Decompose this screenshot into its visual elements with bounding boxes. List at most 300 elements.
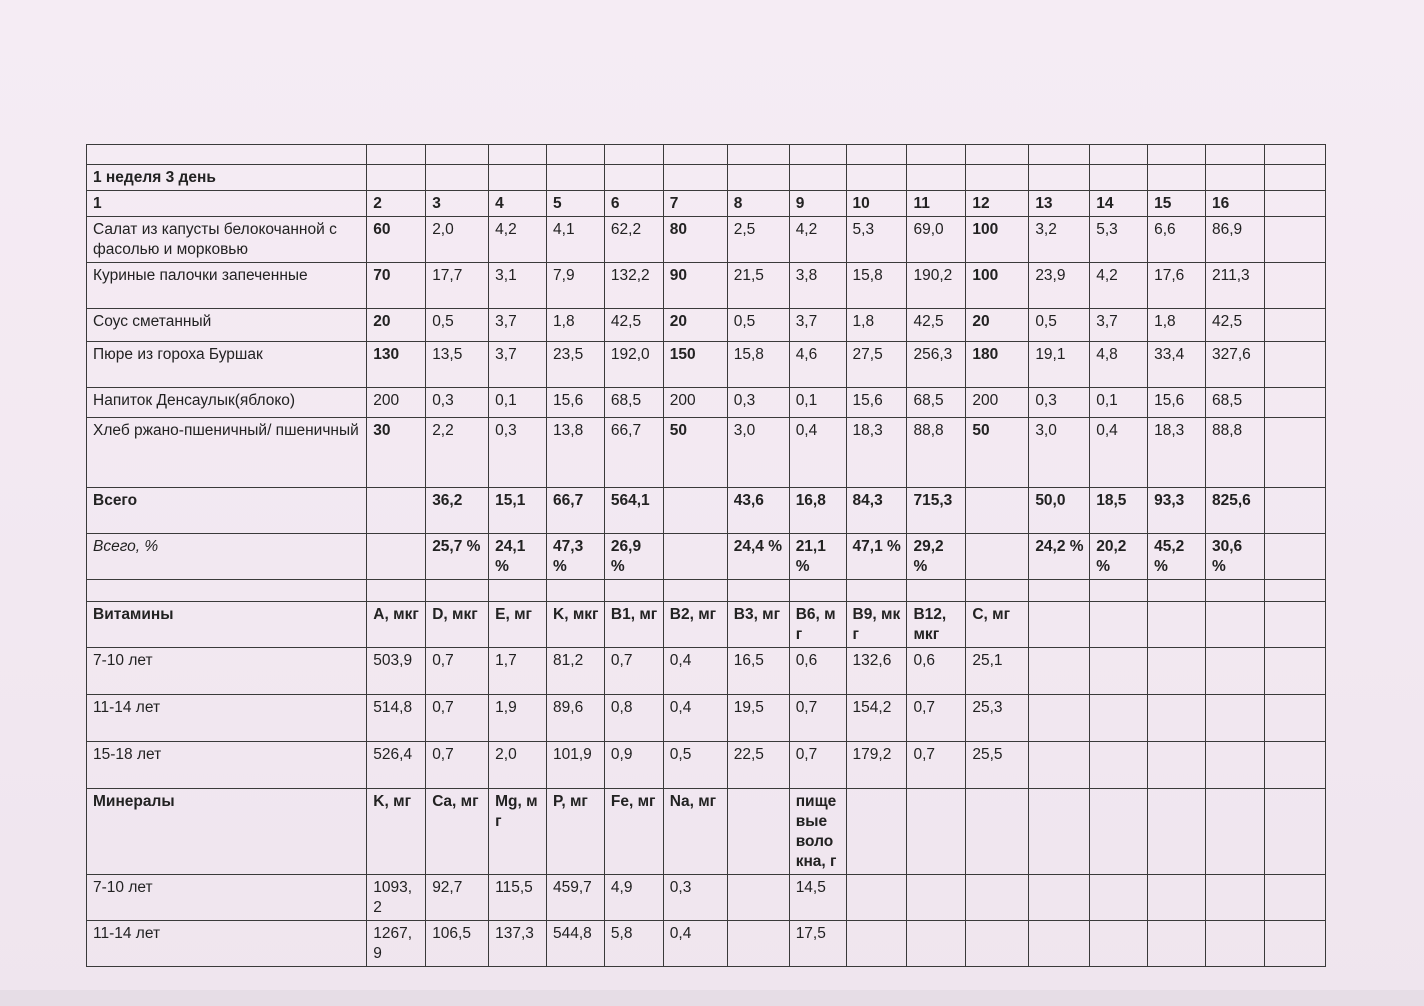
- table-cell: [547, 580, 605, 602]
- blank-row: [87, 580, 1326, 602]
- total-value: [966, 488, 1029, 534]
- vitamin-value: 0,7: [426, 695, 489, 742]
- table-cell: [1205, 580, 1264, 602]
- dish-value: 200: [966, 388, 1029, 418]
- mineral-value: [1090, 921, 1148, 967]
- table-cell: [966, 580, 1029, 602]
- dish-value: 0,1: [489, 388, 547, 418]
- table-cell: [1264, 342, 1325, 388]
- column-number: 8: [727, 191, 789, 217]
- dish-value: 132,2: [604, 263, 663, 309]
- mineral-header: [1205, 789, 1264, 875]
- column-number: 9: [789, 191, 846, 217]
- minerals-header-row: [87, 789, 1326, 875]
- vitamin-row: [87, 648, 1326, 695]
- vitamin-value: [1029, 695, 1090, 742]
- table-cell: [87, 145, 367, 165]
- column-number: 16: [1205, 191, 1264, 217]
- vitamin-value: 0,4: [663, 648, 727, 695]
- column-number: 7: [663, 191, 727, 217]
- age-group: 15-18 лет: [87, 742, 367, 789]
- table-cell: [1264, 875, 1325, 921]
- mineral-value: [846, 875, 907, 921]
- mineral-value: 544,8: [547, 921, 605, 967]
- table-cell: [907, 165, 966, 191]
- table-cell: [367, 145, 426, 165]
- total-value: 715,3: [907, 488, 966, 534]
- dish-name: Напиток Денсаулык(яблоко): [87, 388, 367, 418]
- mineral-header: [1090, 789, 1148, 875]
- dish-value: 3,8: [789, 263, 846, 309]
- vitamin-header: [1205, 602, 1264, 648]
- dish-value: 20: [367, 309, 426, 342]
- mineral-value: 115,5: [489, 875, 547, 921]
- vitamin-value: 0,4: [663, 695, 727, 742]
- mineral-header: [1148, 789, 1206, 875]
- mineral-value: 106,5: [426, 921, 489, 967]
- dish-value: 3,7: [489, 342, 547, 388]
- table-cell: [846, 145, 907, 165]
- table-cell: [1029, 580, 1090, 602]
- table-cell: [367, 580, 426, 602]
- dish-value: 20: [663, 309, 727, 342]
- dish-value: 15,6: [846, 388, 907, 418]
- dish-value: 5,3: [846, 217, 907, 263]
- dish-value: 1,8: [846, 309, 907, 342]
- table-cell: [1148, 145, 1206, 165]
- total-value: 564,1: [604, 488, 663, 534]
- page-edge: [0, 990, 1424, 1006]
- mineral-value: [846, 921, 907, 967]
- mineral-header: пищевые волокна, г: [789, 789, 846, 875]
- mineral-row: [87, 921, 1326, 967]
- dish-value: 4,1: [547, 217, 605, 263]
- dish-value: 0,3: [1029, 388, 1090, 418]
- vitamin-value: 0,7: [907, 742, 966, 789]
- vitamin-value: 0,7: [789, 742, 846, 789]
- vitamin-value: 25,3: [966, 695, 1029, 742]
- dish-value: 211,3: [1205, 263, 1264, 309]
- column-number: 5: [547, 191, 605, 217]
- dish-row: [87, 342, 1326, 388]
- total-value: 16,8: [789, 488, 846, 534]
- dish-value: 0,1: [789, 388, 846, 418]
- nutrition-table: [86, 144, 1326, 967]
- vitamin-row: [87, 695, 1326, 742]
- table-cell: [1264, 191, 1325, 217]
- table-cell: [727, 145, 789, 165]
- vitamin-value: 503,9: [367, 648, 426, 695]
- vitamin-value: [1029, 742, 1090, 789]
- minerals-label: Минералы: [87, 789, 367, 875]
- vitamin-value: [1205, 648, 1264, 695]
- dish-value: 4,2: [1090, 263, 1148, 309]
- mineral-value: 1267,9: [367, 921, 426, 967]
- table-cell: [663, 145, 727, 165]
- vitamin-value: [1090, 695, 1148, 742]
- table-cell: [1264, 695, 1325, 742]
- vitamin-value: 0,6: [789, 648, 846, 695]
- dish-value: 130: [367, 342, 426, 388]
- total-percent-value: 47,3 %: [547, 534, 605, 580]
- mineral-row: [87, 875, 1326, 921]
- column-number: 13: [1029, 191, 1090, 217]
- total-percent-row: [87, 534, 1326, 580]
- vitamin-value: 0,7: [426, 742, 489, 789]
- column-number: 6: [604, 191, 663, 217]
- table-cell: [907, 580, 966, 602]
- vitamin-header: B6, мг: [789, 602, 846, 648]
- title-row: [87, 165, 1326, 191]
- dish-value: 88,8: [1205, 418, 1264, 488]
- table-cell: [846, 580, 907, 602]
- vitamin-header: [1090, 602, 1148, 648]
- table-cell: [1264, 742, 1325, 789]
- total-percent-value: 20,2 %: [1090, 534, 1148, 580]
- vitamin-value: 0,7: [907, 695, 966, 742]
- mineral-value: [1148, 921, 1206, 967]
- dish-row: [87, 217, 1326, 263]
- dish-value: 3,2: [1029, 217, 1090, 263]
- dish-value: 3,0: [1029, 418, 1090, 488]
- table-cell: [1264, 388, 1325, 418]
- column-number: 4: [489, 191, 547, 217]
- table-cell: [489, 165, 547, 191]
- total-value: 50,0: [1029, 488, 1090, 534]
- mineral-value: 137,3: [489, 921, 547, 967]
- vitamin-header: A, мкг: [367, 602, 426, 648]
- dish-value: 30: [367, 418, 426, 488]
- dish-row: [87, 388, 1326, 418]
- table-cell: [1264, 263, 1325, 309]
- dish-value: 42,5: [1205, 309, 1264, 342]
- table-cell: [789, 165, 846, 191]
- column-number: 11: [907, 191, 966, 217]
- total-percent-value: [367, 534, 426, 580]
- vitamins-header-row: [87, 602, 1326, 648]
- table-cell: [663, 165, 727, 191]
- dish-value: 23,5: [547, 342, 605, 388]
- dish-value: 62,2: [604, 217, 663, 263]
- total-label: Всего: [87, 488, 367, 534]
- mineral-value: 459,7: [547, 875, 605, 921]
- vitamin-value: 0,6: [907, 648, 966, 695]
- table-cell: [1264, 309, 1325, 342]
- mineral-value: [1029, 875, 1090, 921]
- dish-value: 17,7: [426, 263, 489, 309]
- dish-value: 4,2: [489, 217, 547, 263]
- dish-value: 15,8: [727, 342, 789, 388]
- vitamin-value: [1090, 742, 1148, 789]
- vitamin-header: C, мг: [966, 602, 1029, 648]
- table-cell: [604, 580, 663, 602]
- age-group: 11-14 лет: [87, 695, 367, 742]
- dish-value: 3,1: [489, 263, 547, 309]
- total-row: [87, 488, 1326, 534]
- dish-value: 100: [966, 217, 1029, 263]
- vitamin-value: 22,5: [727, 742, 789, 789]
- table-cell: [966, 145, 1029, 165]
- vitamin-value: [1148, 695, 1206, 742]
- dish-value: 150: [663, 342, 727, 388]
- column-number: 1: [87, 191, 367, 217]
- vitamin-header: E, мг: [489, 602, 547, 648]
- age-group: 7-10 лет: [87, 648, 367, 695]
- table-cell: [727, 165, 789, 191]
- table-cell: [1029, 145, 1090, 165]
- total-value: [663, 488, 727, 534]
- dish-value: 100: [966, 263, 1029, 309]
- dish-value: 2,0: [426, 217, 489, 263]
- dish-value: 0,5: [426, 309, 489, 342]
- total-percent-value: 21,1 %: [789, 534, 846, 580]
- vitamin-row: [87, 742, 1326, 789]
- vitamin-value: 154,2: [846, 695, 907, 742]
- dish-value: 68,5: [907, 388, 966, 418]
- table-cell: [846, 165, 907, 191]
- mineral-value: 4,9: [604, 875, 663, 921]
- vitamin-header: D, мкг: [426, 602, 489, 648]
- dish-value: 66,7: [604, 418, 663, 488]
- dish-value: 18,3: [846, 418, 907, 488]
- table-cell: [1264, 418, 1325, 488]
- dish-value: 0,5: [727, 309, 789, 342]
- vitamin-value: 0,7: [789, 695, 846, 742]
- table-cell: [604, 145, 663, 165]
- vitamin-header: B12, мкг: [907, 602, 966, 648]
- table-cell: [87, 580, 367, 602]
- dish-value: 88,8: [907, 418, 966, 488]
- vitamin-header: B3, мг: [727, 602, 789, 648]
- dish-value: 3,7: [789, 309, 846, 342]
- table-cell: [1205, 165, 1264, 191]
- dish-value: 27,5: [846, 342, 907, 388]
- total-value: 36,2: [426, 488, 489, 534]
- table-cell: [1264, 580, 1325, 602]
- mineral-value: [1029, 921, 1090, 967]
- age-group: 7-10 лет: [87, 875, 367, 921]
- vitamin-header: B9, мкг: [846, 602, 907, 648]
- table-cell: [489, 580, 547, 602]
- table-cell: [426, 165, 489, 191]
- total-value: 825,6: [1205, 488, 1264, 534]
- dish-value: 192,0: [604, 342, 663, 388]
- mineral-value: [727, 875, 789, 921]
- dish-value: 327,6: [1205, 342, 1264, 388]
- dish-value: 68,5: [604, 388, 663, 418]
- vitamin-value: 1,7: [489, 648, 547, 695]
- mineral-header: [907, 789, 966, 875]
- table-cell: [1264, 217, 1325, 263]
- dish-value: 50: [966, 418, 1029, 488]
- dish-value: 4,6: [789, 342, 846, 388]
- dish-name: Куриные палочки запеченные: [87, 263, 367, 309]
- table-cell: [1205, 145, 1264, 165]
- dish-value: 86,9: [1205, 217, 1264, 263]
- table-cell: [1264, 534, 1325, 580]
- dish-value: 15,8: [846, 263, 907, 309]
- table-cell: [1264, 488, 1325, 534]
- total-value: 15,1: [489, 488, 547, 534]
- vitamin-value: 25,1: [966, 648, 1029, 695]
- dish-value: 0,5: [1029, 309, 1090, 342]
- mineral-value: [1205, 921, 1264, 967]
- page-title: 1 неделя 3 день: [87, 165, 367, 191]
- mineral-value: [1148, 875, 1206, 921]
- mineral-value: 0,4: [663, 921, 727, 967]
- dish-value: 90: [663, 263, 727, 309]
- mineral-header: Na, мг: [663, 789, 727, 875]
- table-cell: [426, 580, 489, 602]
- total-value: 84,3: [846, 488, 907, 534]
- column-number-row: [87, 191, 1326, 217]
- dish-value: 18,3: [1148, 418, 1206, 488]
- dish-value: 0,4: [1090, 418, 1148, 488]
- vitamin-value: [1205, 695, 1264, 742]
- table-cell: [604, 165, 663, 191]
- mineral-value: [907, 921, 966, 967]
- table-cell: [489, 145, 547, 165]
- dish-value: 42,5: [907, 309, 966, 342]
- dish-value: 0,3: [426, 388, 489, 418]
- dish-value: 1,8: [547, 309, 605, 342]
- total-percent-value: 47,1 %: [846, 534, 907, 580]
- table-cell: [727, 580, 789, 602]
- total-percent-value: 24,2 %: [1029, 534, 1090, 580]
- vitamin-value: [1148, 648, 1206, 695]
- vitamin-value: 526,4: [367, 742, 426, 789]
- mineral-header: [1029, 789, 1090, 875]
- table-cell: [789, 145, 846, 165]
- mineral-header: K, мг: [367, 789, 426, 875]
- dish-value: 6,6: [1148, 217, 1206, 263]
- table-cell: [1090, 580, 1148, 602]
- dish-value: 42,5: [604, 309, 663, 342]
- dish-name: Хлеб ржано-пшеничный/ пшеничный: [87, 418, 367, 488]
- dish-value: 20: [966, 309, 1029, 342]
- dish-value: 3,0: [727, 418, 789, 488]
- mineral-value: [1090, 875, 1148, 921]
- vitamin-value: 2,0: [489, 742, 547, 789]
- dish-value: 21,5: [727, 263, 789, 309]
- dish-row: [87, 418, 1326, 488]
- table-cell: [1264, 921, 1325, 967]
- table-cell: [1029, 165, 1090, 191]
- mineral-value: [966, 921, 1029, 967]
- dish-value: 3,7: [1090, 309, 1148, 342]
- mineral-value: 92,7: [426, 875, 489, 921]
- table-cell: [907, 145, 966, 165]
- mineral-value: 0,3: [663, 875, 727, 921]
- vitamin-value: 514,8: [367, 695, 426, 742]
- total-percent-value: 26,9 %: [604, 534, 663, 580]
- vitamins-label: Витамины: [87, 602, 367, 648]
- table-cell: [1264, 165, 1325, 191]
- mineral-header: Mg, мг: [489, 789, 547, 875]
- dish-value: 17,6: [1148, 263, 1206, 309]
- table-cell: [547, 165, 605, 191]
- mineral-value: [907, 875, 966, 921]
- mineral-header: Fe, мг: [604, 789, 663, 875]
- table-cell: [1148, 580, 1206, 602]
- dish-value: 4,2: [789, 217, 846, 263]
- table-cell: [789, 580, 846, 602]
- table-cell: [1148, 165, 1206, 191]
- dish-value: 256,3: [907, 342, 966, 388]
- vitamin-value: 0,7: [426, 648, 489, 695]
- total-percent-value: 24,4 %: [727, 534, 789, 580]
- vitamin-value: 19,5: [727, 695, 789, 742]
- total-percent-value: 24,1 %: [489, 534, 547, 580]
- age-group: 11-14 лет: [87, 921, 367, 967]
- table-cell: [1264, 789, 1325, 875]
- dish-value: 180: [966, 342, 1029, 388]
- total-value: 66,7: [547, 488, 605, 534]
- vitamin-header: B1, мг: [604, 602, 663, 648]
- mineral-value: 1093,2: [367, 875, 426, 921]
- table-cell: [663, 580, 727, 602]
- dish-value: 200: [663, 388, 727, 418]
- dish-value: 0,4: [789, 418, 846, 488]
- vitamin-value: 25,5: [966, 742, 1029, 789]
- table-cell: [1264, 145, 1325, 165]
- vitamin-value: 81,2: [547, 648, 605, 695]
- table-cell: [966, 165, 1029, 191]
- dish-value: 13,8: [547, 418, 605, 488]
- dish-name: Пюре из гороха Буршак: [87, 342, 367, 388]
- vitamin-value: 179,2: [846, 742, 907, 789]
- dish-value: 5,3: [1090, 217, 1148, 263]
- dish-row: [87, 309, 1326, 342]
- column-number: 3: [426, 191, 489, 217]
- total-percent-label: Всего, %: [87, 534, 367, 580]
- mineral-value: [1205, 875, 1264, 921]
- total-percent-value: 25,7 %: [426, 534, 489, 580]
- dish-value: 2,5: [727, 217, 789, 263]
- column-number: 10: [846, 191, 907, 217]
- table-cell: [1090, 165, 1148, 191]
- dish-value: 2,2: [426, 418, 489, 488]
- total-percent-value: [663, 534, 727, 580]
- vitamin-value: 0,5: [663, 742, 727, 789]
- blank-row: [87, 145, 1326, 165]
- table-cell: [1264, 602, 1325, 648]
- vitamin-value: 0,9: [604, 742, 663, 789]
- dish-value: 70: [367, 263, 426, 309]
- vitamin-header: B2, мг: [663, 602, 727, 648]
- dish-value: 60: [367, 217, 426, 263]
- mineral-header: [966, 789, 1029, 875]
- total-value: 43,6: [727, 488, 789, 534]
- vitamin-value: 89,6: [547, 695, 605, 742]
- dish-value: 80: [663, 217, 727, 263]
- table-cell: [547, 145, 605, 165]
- mineral-value: 17,5: [789, 921, 846, 967]
- dish-value: 0,1: [1090, 388, 1148, 418]
- vitamin-value: 0,8: [604, 695, 663, 742]
- dish-value: 0,3: [727, 388, 789, 418]
- table-cell: [1090, 145, 1148, 165]
- table-cell: [367, 165, 426, 191]
- mineral-header: [727, 789, 789, 875]
- vitamin-value: [1029, 648, 1090, 695]
- column-number: 2: [367, 191, 426, 217]
- total-value: [367, 488, 426, 534]
- vitamin-value: 1,9: [489, 695, 547, 742]
- mineral-value: [727, 921, 789, 967]
- vitamin-value: [1205, 742, 1264, 789]
- dish-value: 190,2: [907, 263, 966, 309]
